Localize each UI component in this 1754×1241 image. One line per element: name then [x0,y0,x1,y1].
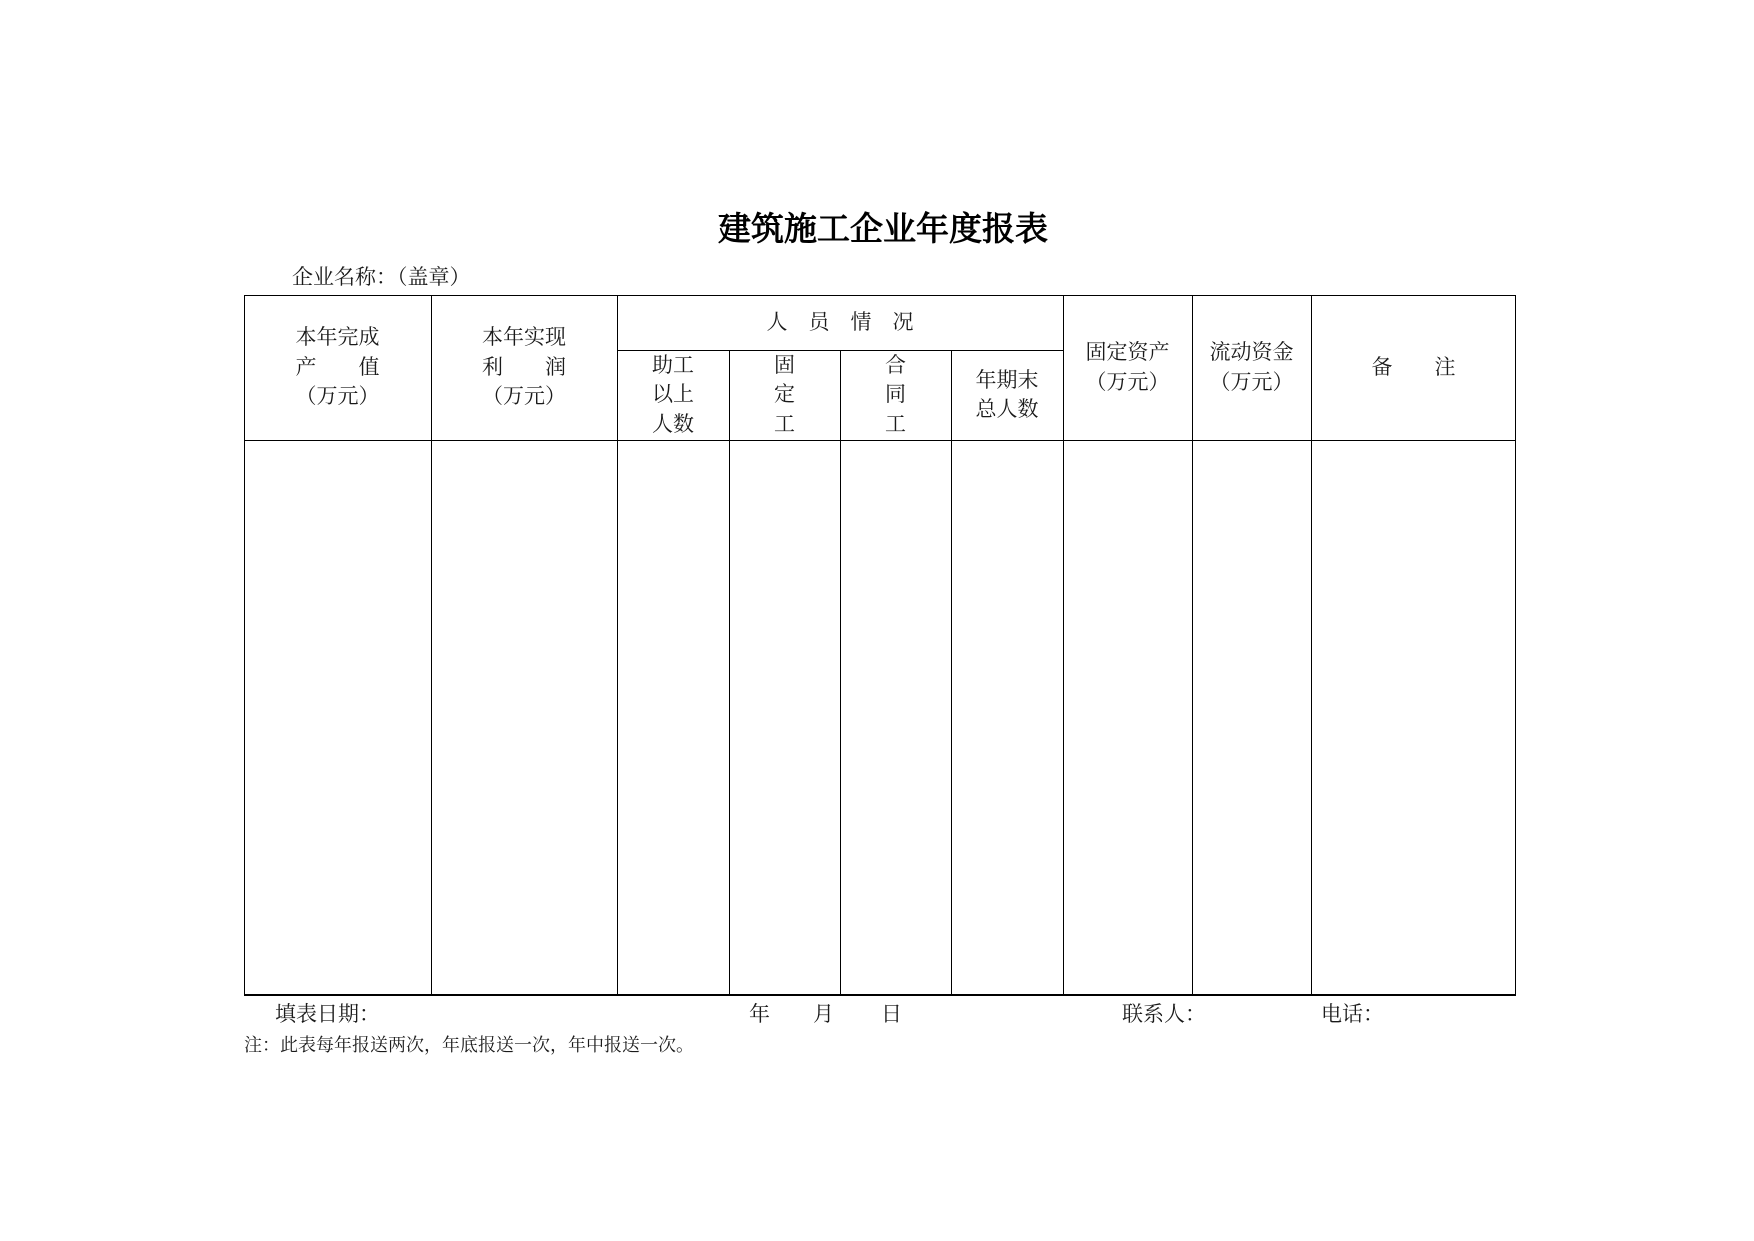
header-line: 固定资产 [1085,340,1170,364]
header-line: 同 [885,382,906,407]
header-line: 产 值 [295,354,380,379]
header-line: 人 员 情 况 [766,309,914,334]
body-cell-assistant-engineers [618,441,728,995]
header-line: 利 润 [482,354,566,379]
header-line: 总人数 [975,397,1039,421]
header-remarks [1311,295,1516,440]
header-line: 备 注 [1371,354,1456,379]
body-cell-contract-workers [841,441,950,995]
page-title: 建筑施工企业年度报表 [718,209,1048,248]
body-cell-year-end-total [952,441,1062,995]
header-permanent-workers [729,350,840,440]
header-line: （万元） [482,384,566,409]
body-cell-permanent-workers [730,441,839,995]
date-year-label: 年 [749,1002,770,1026]
header-line: （万元） [1085,369,1170,394]
header-working-capital [1192,295,1311,440]
header-contract-workers [840,350,951,440]
header-year-end-total [951,350,1063,440]
header-line: 固 [774,352,795,377]
header-line: 定 [774,382,795,407]
header-line: 工 [885,411,906,436]
header-line: 流动资金 [1209,340,1294,364]
body-cell-fixed-assets [1064,441,1191,995]
header-line: 人数 [652,411,694,436]
body-cell-remarks [1312,441,1515,995]
header-line: 合 [885,352,906,377]
header-line: 年期末 [975,367,1039,392]
date-month-label: 月 [813,1002,834,1026]
footnote: 注：此表每年报送两次，年底报送一次，年中报送一次。 [244,1035,694,1056]
header-output-value [244,295,431,440]
header-line: 以上 [652,382,694,407]
header-personnel-group [617,295,1063,350]
contact-person-label: 联系人： [1122,1002,1206,1026]
body-cell-profit [432,441,616,995]
header-line: 助工 [652,352,694,377]
header-fixed-assets [1063,295,1192,440]
header-line: （万元） [295,384,380,409]
header-line: 工 [774,411,795,436]
header-line: （万元） [1209,369,1294,394]
fill-date-label: 填表日期： [275,1002,380,1026]
company-name-label: 企业名称：（盖章） [292,265,471,289]
header-profit [431,295,617,440]
header-line: 本年完成 [295,325,380,350]
body-cell-working-capital [1193,441,1310,995]
date-day-label: 日 [881,1002,902,1026]
header-line: 本年实现 [482,325,566,350]
phone-label: 电话： [1321,1002,1384,1026]
body-cell-output-value [245,441,430,995]
header-assistant-engineers [617,350,729,440]
